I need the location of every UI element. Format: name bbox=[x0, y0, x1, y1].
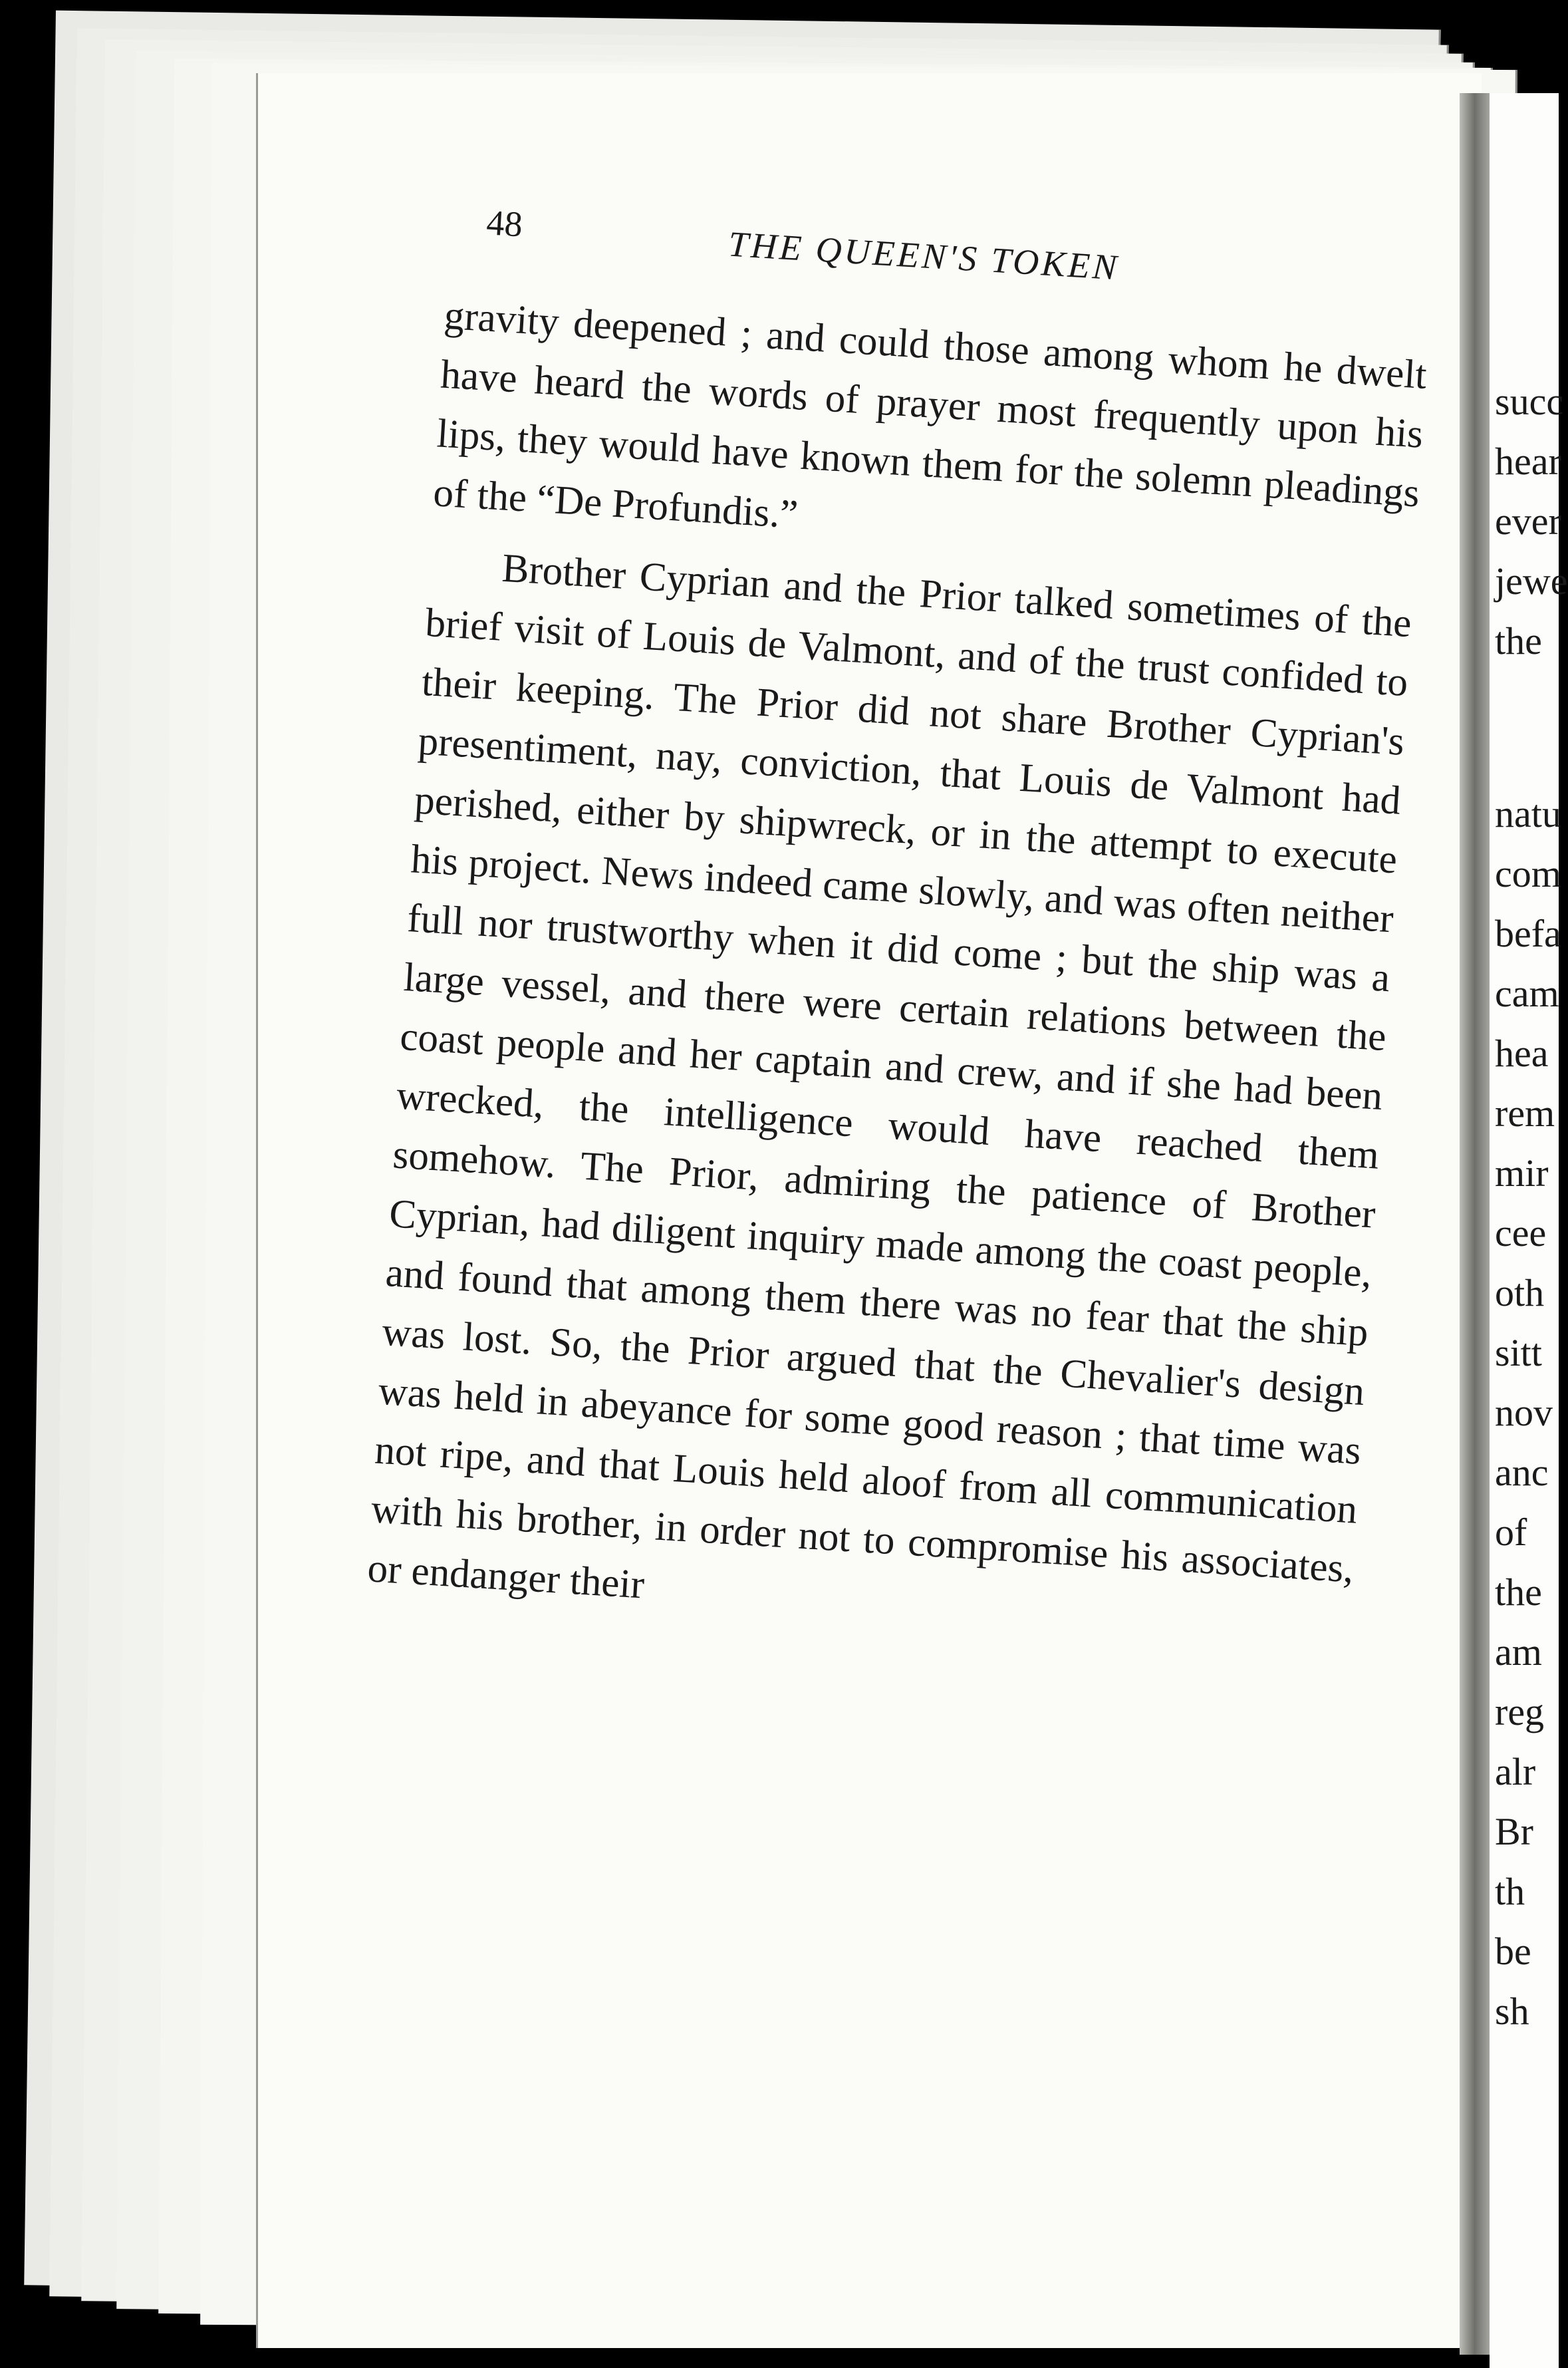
facing-fragment: Br bbox=[1495, 1810, 1533, 1853]
facing-page bbox=[1490, 93, 1568, 2368]
facing-fragment: succ bbox=[1495, 380, 1564, 423]
facing-fragment: nov bbox=[1495, 1391, 1553, 1434]
facing-fragment: am bbox=[1495, 1630, 1542, 1674]
facing-fragment: be bbox=[1495, 1930, 1531, 1973]
paragraph: Brother Cyprian and the Prior talked sometimes of the brief visit of Louis de Valmont, and of the trust confided to their keeping. The Prior did not share Brother Cyprian's presentiment, nay, conviction, that Louis de Valmont had perished, either by shipwreck, or in the attempt to execute his project. News indeed came slowly, and was often neither full nor trustworthy when it did come ; but the ship was a large vessel, and there were certain relations between the coast people and her captain and crew, and if she had been wrecked, the intelligence would have reached them somehow. The Prior, admiring the patience of Brother Cyprian, had diligent inquiry made among the coast people, and found that among them there was no fear that the ship was lost. So, the Prior argued that the Chevalier's design was held in abeyance for some good reason ; that time was not ripe, and that Louis held aloof from all communication with his brother, in order not to compromise his associates, or endanger their bbox=[366, 545, 1413, 1608]
facing-fragment: cee bbox=[1495, 1211, 1547, 1255]
facing-fragment: rem bbox=[1495, 1092, 1555, 1135]
facing-fragment: befa bbox=[1495, 912, 1561, 955]
page-number: 48 bbox=[485, 202, 524, 245]
facing-fragment: reg bbox=[1495, 1690, 1545, 1733]
facing-fragment: cam bbox=[1495, 972, 1559, 1015]
facing-fragment: hea bbox=[1495, 1032, 1549, 1075]
body-text bbox=[366, 286, 1428, 1658]
page-text-block bbox=[366, 186, 1434, 1658]
facing-fragment: the bbox=[1495, 619, 1542, 663]
facing-fragment: mir bbox=[1495, 1151, 1549, 1195]
facing-fragment: of bbox=[1495, 1511, 1527, 1554]
facing-fragment: ever bbox=[1495, 500, 1561, 543]
facing-fragment: the bbox=[1495, 1570, 1542, 1614]
paragraph: gravity deepened ; and could those among whom he dwelt have heard the words of prayer most frequently upon his lips, they would have known them for the solemn pleadings of the “De Profundis.” bbox=[432, 293, 1428, 537]
facing-fragment: jewe bbox=[1495, 559, 1568, 603]
facing-fragment: anc bbox=[1495, 1451, 1549, 1494]
book-gutter bbox=[1460, 93, 1490, 2355]
facing-fragment: th bbox=[1495, 1870, 1525, 1913]
facing-fragment: sitt bbox=[1495, 1331, 1542, 1374]
facing-fragment: com bbox=[1495, 852, 1561, 895]
facing-fragment: oth bbox=[1495, 1271, 1545, 1314]
facing-fragment: natu bbox=[1495, 792, 1561, 835]
facing-fragment: sh bbox=[1495, 1990, 1529, 2033]
facing-fragment: hear bbox=[1495, 440, 1561, 483]
running-title: THE QUEEN'S TOKEN bbox=[727, 223, 1120, 288]
facing-fragment: alr bbox=[1495, 1750, 1536, 1793]
